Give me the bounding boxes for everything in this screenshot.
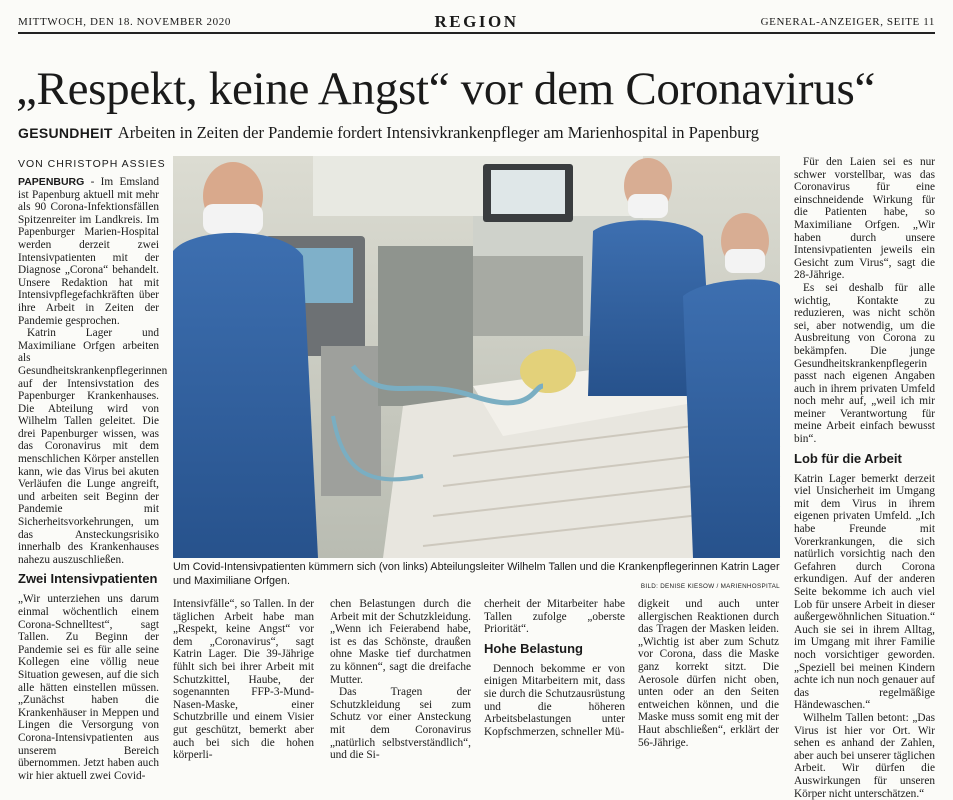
paragraph: Für den Laien sei es nur schwer vorstellbar, was das Coronavirus für eine einschneidende Wirkung für die Patienten habe, so Maximiliane Orfgen. „Wir haben durch unsere Intensivpatienten jeweils ein Gesicht zum Virus“, sagt die 28-Jährige. (794, 156, 935, 282)
subheading: Zwei Intensivpatienten (18, 571, 158, 587)
dateline: PAPENBURG (18, 176, 85, 188)
article-column-1 (18, 176, 168, 782)
lead-text: - Im Emsland ist Papenburg aktuell mit mehr als 90 Corona-Infektionsfällen Spitzenreiter im Landkreis. Im Papenburger Marien-Hospital werden derzeit zwei Intensivpatienten mit der Diagnose „Corona“ behandelt. Unsere Redaktion hat mit Intensivpflegefachkräften über ihre Arbeit in Zeiten der Pandemie gesprochen. (18, 176, 159, 327)
article-column-5 (638, 598, 779, 749)
paragraph: digkeit und auch unter allergischen Reaktionen durch das Tragen der Masken leiden. „Wichtig ist aber zum Schutz vor Corona, dass die Maske ganz korrekt sitzt. Die Aerosole dürfen nicht oben, unten oder an den Seiten entweichen können, und die Maske muss somit eng mit der Haut abschließen“, erklärt der 56-Jährige. (638, 598, 779, 749)
article-column-4 (484, 598, 625, 738)
subtitle-row (18, 123, 938, 143)
section-title: REGION (434, 12, 519, 31)
masthead (18, 12, 935, 34)
paragraph: Das Tragen der Schutzkleidung sei zum Schutz vor einer Ansteckung mit dem Coronavirus „natürlich selbstverständlich“, und die Si- (330, 686, 471, 762)
article-photo (173, 156, 780, 558)
subheading: Hohe Belastung (484, 640, 583, 656)
article-column-3 (330, 598, 471, 762)
caption-text: Um Covid-Intensivpatienten kümmern sich (von links) Abteilungsleiter Wilhelm Tallen und die Krankenpflegerinnen Katrin Lager und Maximiliane Orfgen. (173, 561, 780, 587)
byline: VON CHRISTOPH ASSIES (18, 158, 166, 170)
paragraph: Wilhelm Tallen betont: „Das Virus ist hier vor Ort. Wir sehen es anhand der Zahlen, aber auch bei unserer täglichen Arbeit. Wir dürfen die Auswirkungen für unseren Körper nicht unterschätzen.“ (794, 711, 935, 800)
photo-caption (173, 561, 780, 588)
paragraph: Intensivfälle“, so Tallen. In der täglichen Arbeit habe man „Respekt, keine Angst“ vor dem „Coronavirus“, sagt Katrin Lager. Die 39-Jährige fühlt sich bei ihrer Arbeit mit Schutzkittel, Haube, der sogenannten FFP-3-Mund-Nasen-Maske, einer Schutzbrille und einem Visier gut geschützt, bemerkt aber auch bei sich die hohen körperli- (173, 598, 314, 762)
article-column-2 (173, 598, 314, 762)
paragraph: Es sei deshalb für alle wichtig, Kontakte zu reduzieren, was nicht schön sei, aber notwendig, um die Ausbreitung von Corona zu bekämpfen. Die junge Gesundheitskrankenpflegerin passt nach eigenen Angaben auch in ihrem privaten Umfeld noch mehr auf, „weil ich mir meiner Verantwortung für meine Arbeit einfach bewusst bin“. (794, 281, 935, 446)
paragraph: Katrin Lager bemerkt derzeit viel Unsicherheit im Umgang mit dem Virus in ihrem eigenen privaten Umfeld. „Ich habe Freunde mit Vorerkrankungen, die sich natürlich vorsichtig nach den Gefahren durch Corona erkundigen. Auf der anderen Seite bekomme ich auch viel Lob für unsere Arbeit in dieser außergewöhnlichen Situation.“ Auch sie sei in ihrem Alltag, im Umgang mit ihrer Familie noch vorsichtiger geworden. „Speziell bei meinen Kindern achte ich nun noch genauer auf das regelmäßige Händewaschen.“ (794, 472, 935, 712)
paragraph: chen Belastungen durch die Arbeit mit der Schutzkleidung. „Wenn ich Feierabend habe, ist es das Schönste, draußen ohne Maske tief durchatmen zu können“, sagt die dreifache Mutter. (330, 598, 471, 686)
subheading: Lob für die Arbeit (794, 450, 902, 466)
photo-credit: BILD: DENISE KIESOW / MARIENHOSPITAL (640, 583, 780, 590)
issue-date: MITTWOCH, DEN 18. NOVEMBER 2020 (18, 16, 231, 28)
subtitle: Arbeiten in Zeiten der Pandemie fordert Intensivkrankenpfleger am Marienhospital in Papenburg (117, 123, 759, 142)
lead-paragraph (18, 176, 159, 327)
page-number: GENERAL-ANZEIGER, SEITE 11 (760, 16, 935, 28)
kicker: GESUNDHEIT (18, 125, 113, 141)
headline: „Respekt, keine Angst“ vor dem Coronavirus“ (16, 63, 876, 115)
paragraph: „Wir unterziehen uns darum einmal wöchentlich einem Corona-Schnelltest“, sagt Tallen. Zu Beginn der Pandemie sei es für alle seine Kollegen eine völlig neue Situation gewesen, auf die sich alle hätten einstellen müssen. „Zunächst haben die Krankenhäuser in Meppen und Lingen die Versorgung von Corona-Intensivpatienten aus unserem Bereich übernommen. Jetzt haben auch wir hier aktuell zwei Covid- (18, 593, 159, 782)
paragraph: Dennoch bekomme er von einigen Mitarbeitern mit, dass sie durch die Schutzausrüstung und die höheren Arbeitsbelastungen unter Kopfschmerzen, schneller Mü- (484, 662, 625, 738)
icu-scene-illustration (173, 156, 780, 558)
paragraph: cherheit der Mitarbeiter habe Tallen zufolge „oberste Priorität“. (484, 598, 625, 636)
article-column-6 (794, 156, 935, 800)
paragraph: Katrin Lager und Maximiliane Orfgen arbeiten als Gesundheitskrankenpflegerinnen auf der Intensivstation des Papenburger Krankenhauses. Die Abteilung wird von Wilhelm Tallen geleitet. Die drei Papenburger wissen, was das Coronavirus mit dem menschlichen Körper anstellen kann, wie das Virus bei akuten Verläufen die Lunge angreift, und arbeiten seit Beginn der Pandemie mit Sicherheitsvorkehrungen, um das Ansteckungsrisiko innerhalb des Krankenhauses nahezu auszuschließen. (18, 327, 168, 566)
